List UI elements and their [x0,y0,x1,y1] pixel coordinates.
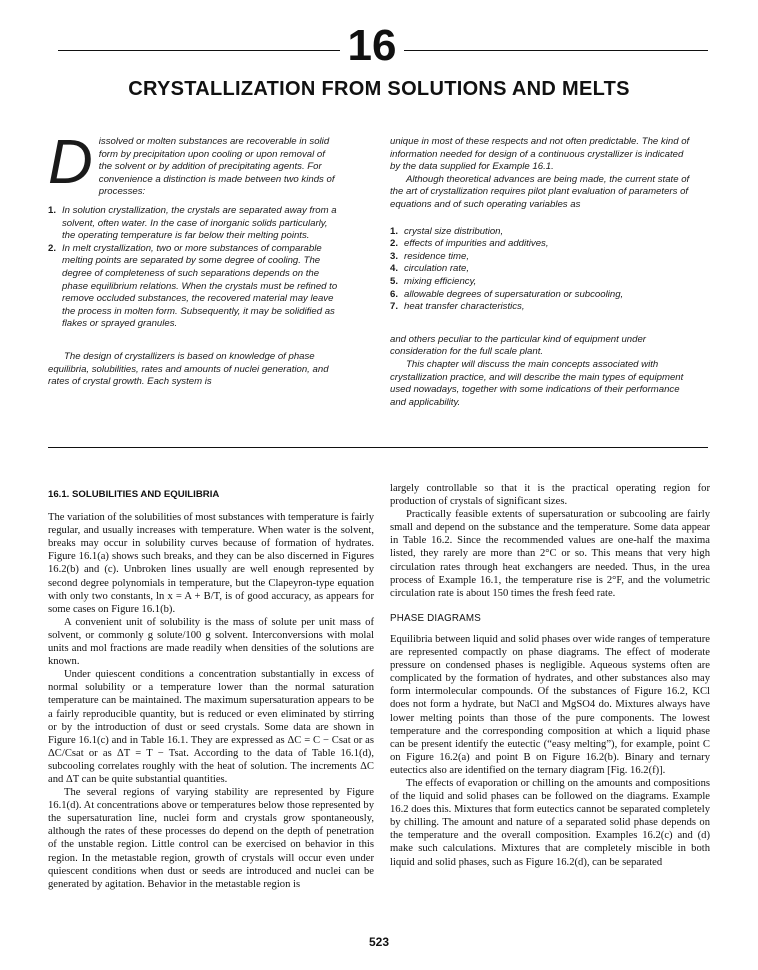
body-paragraph: The variation of the solubilities of most substances with temperature is fairly regular, and usually increases with temperature. When water is the solvent, breaks may occur in solubility curves because of formation of hydrates. Figure 16.1(a) shows such breaks, and they can be also discerned in Figures 16.2(b) and (c). Unbroken lines usually are well enough represented by second degree polynomials in temperature, but the Clapeyron-type equation with only two constants, ln x = A + B/T, is of good accuracy, as appears for some cases on Figure 16.1(b). [48,512,374,615]
variable-item: 5. mixing efficiency, [390,275,477,287]
variable-item: 4. circulation rate, [390,263,470,275]
chapter-number: 16 [347,21,397,70]
process-item: 2. In melt crystallization, two or more substances of comparable melting points are separated by some degree of cooling. The degree of completeness of such separations depends on the phase equilibrium relations. When the crystals must be refined to remove occluded substances, the recovered material may leave the process in molten form. Subsequently, it may be solidified as flakes or sprayed granules. [48,242,338,330]
intro-paragraph: The design of crystallizers is based on knowledge of phase equilibria, solubilities, rates and amounts of nuclei generation, and rates of crystal growth. Each system is [48,350,329,388]
variable-item: 1. crystal size distribution, [390,225,504,237]
variable-item: 2. effects of impurities and additives, [390,238,549,250]
body-paragraph: The several regions of varying stability are represented by Figure 16.1(d). At concentrations above or temperatures below those represented by the supersaturation line, nuclei form and crystals grow spontaneously, although the rates of these processes do depend on the depth of penetration of the unstable region. Little control can be exercised on behavior in this region. In the metastable region, growth of crystals will occur even under quiescent conditions when dust or seeds are introduced and nuclei can be generated by agitation. Behavior in the metastable region is [48,787,374,890]
page-number: 523 [368,935,390,949]
body-paragraph: Equilibria between liquid and solid phases over wide ranges of temperature are represented compactly on phase diagrams. The effect of moderate pressure on condensed phases is negligible. Aqueous systems often are complicated by the formation of hydrates, and other substances also may form intermolecular compounds. Of the substances of Figure 16.2, KCl does not form a hydrate, but NaCl and MgSO4 do. Mixtures always have lower melting points than those of the pure components. The lowest temperature and the corresponding composition at which a liquid phase can be present identify the eutectic (“easy melting”), for example, point C on Figure 16.2(a) and point B on Figure 16.2(b). Binary and ternary eutectics also are identified on the ternary diagram [Fig. 16.2(f)]. [390,633,710,776]
intro-paragraph: Although theoretical advances are being made, the current state of the art of crystallization requires pilot plant evaluation of parameters of equations and of such operating variables as [390,173,690,210]
intro-right-column [390,136,690,409]
body-paragraph: A convenient unit of solubility is the mass of solute per unit mass of solvent, or commonly g solute/100 g solvent. Interconversions with molal units and mol fractions are made readily when densities of the solutions are known. [48,616,374,668]
body-right-column [390,482,710,869]
intro-paragraph: This chapter will discuss the main concepts associated with crystallization practice, and will describe the main types of equipment used nowadays, together with some indications of their performance and applicability. [390,358,684,408]
body-left-column [48,482,374,891]
variable-item: 6. allowable degrees of supersaturation or subcooling, [390,288,624,300]
body-paragraph: The effects of evaporation or chilling on the amounts and compositions of the liquid and solid phases can be followed on the diagrams. Example 16.2 does this. Mixtures that form eutectics cannot be separated completely by chilling. The amount and nature of a separated solid phase depends on the temperature and the overall composition. Examples 16.2(c) and (d) make such calculations. Mixtures that are completely miscible in both liquid and solid phases, such as Figure 16.2(d), can be separated [390,777,710,868]
header-rule-left [58,50,340,51]
variable-item: 7. heat transfer characteristics, [390,301,525,313]
intro-left-column [48,128,338,389]
subsection-heading: PHASE DIAGRAMS [390,612,481,624]
variable-item: 3. residence time, [390,250,470,262]
process-item: 1. In solution crystallization, the crystals are separated away from a solvent, often water. In the case of inorganic solids particularly, the operating temperature is far below their melting points. [48,204,337,242]
header-rule-right [404,50,708,51]
body-paragraph: Under quiescent conditions a concentration substantially in excess of normal solubility or a temperature lower than the normal saturation temperature can be maintained. The maximum supersaturation appears to be a fairly reproducible quantity, but is reduced or even eliminated by stirring or by the introduction of dust or seed crystals. Some data are shown in Figure 16.1(c) and in Table 16.1. They are expressed as ΔC = C − Csat or as ΔC/Csat or as ΔT = T − Tsat. According to the data of Table 16.1(d), subcooling correlates roughly with the heat of solution. The increments ΔC and ΔT can be quite substantial quantities. [48,669,374,785]
section-divider [48,447,708,448]
variables-list [390,226,690,314]
chapter-title: CRYSTALLIZATION FROM SOLUTIONS AND MELTS [128,78,630,100]
drop-cap: D [48,128,93,197]
section-heading: 16.1. SOLUBILITIES AND EQUILIBRIA [48,489,220,500]
intro-paragraph: and others peculiar to the particular kind of equipment under consideration for the full scale plant. [390,333,646,358]
chapter-header [58,21,708,70]
body-paragraph: Practically feasible extents of supersaturation or subcooling are fairly small and depend on the substance and the temperature. Some data appear in Table 16.2. Since the recommended values are one-half the maxima listed, they rarely are more than 2°C or so. This means that very high circulation rates through heat exchangers are needed. Thus, in the urea process of Example 16.1, the temperature rise is 2°F, and the volumetric circulation rate is about 150 times the fresh feed rate. [390,509,710,599]
intro-paragraph: Dissolved or molten substances are recoverable in solid form by precipitation upon cooling or upon removal of the solvent or by addition of precipitating agents. For convenience a distinction is made between two kinds of processes: [48,128,335,198]
intro-paragraph: unique in most of these respects and not often predictable. The kind of information needed for design of a continuous crystallizer is indicated by the data supplied for Example 16.1. [390,136,690,173]
process-list [48,205,338,331]
body-paragraph: largely controllable so that it is the practical operating region for production of crystals of significant sizes. [390,483,710,508]
